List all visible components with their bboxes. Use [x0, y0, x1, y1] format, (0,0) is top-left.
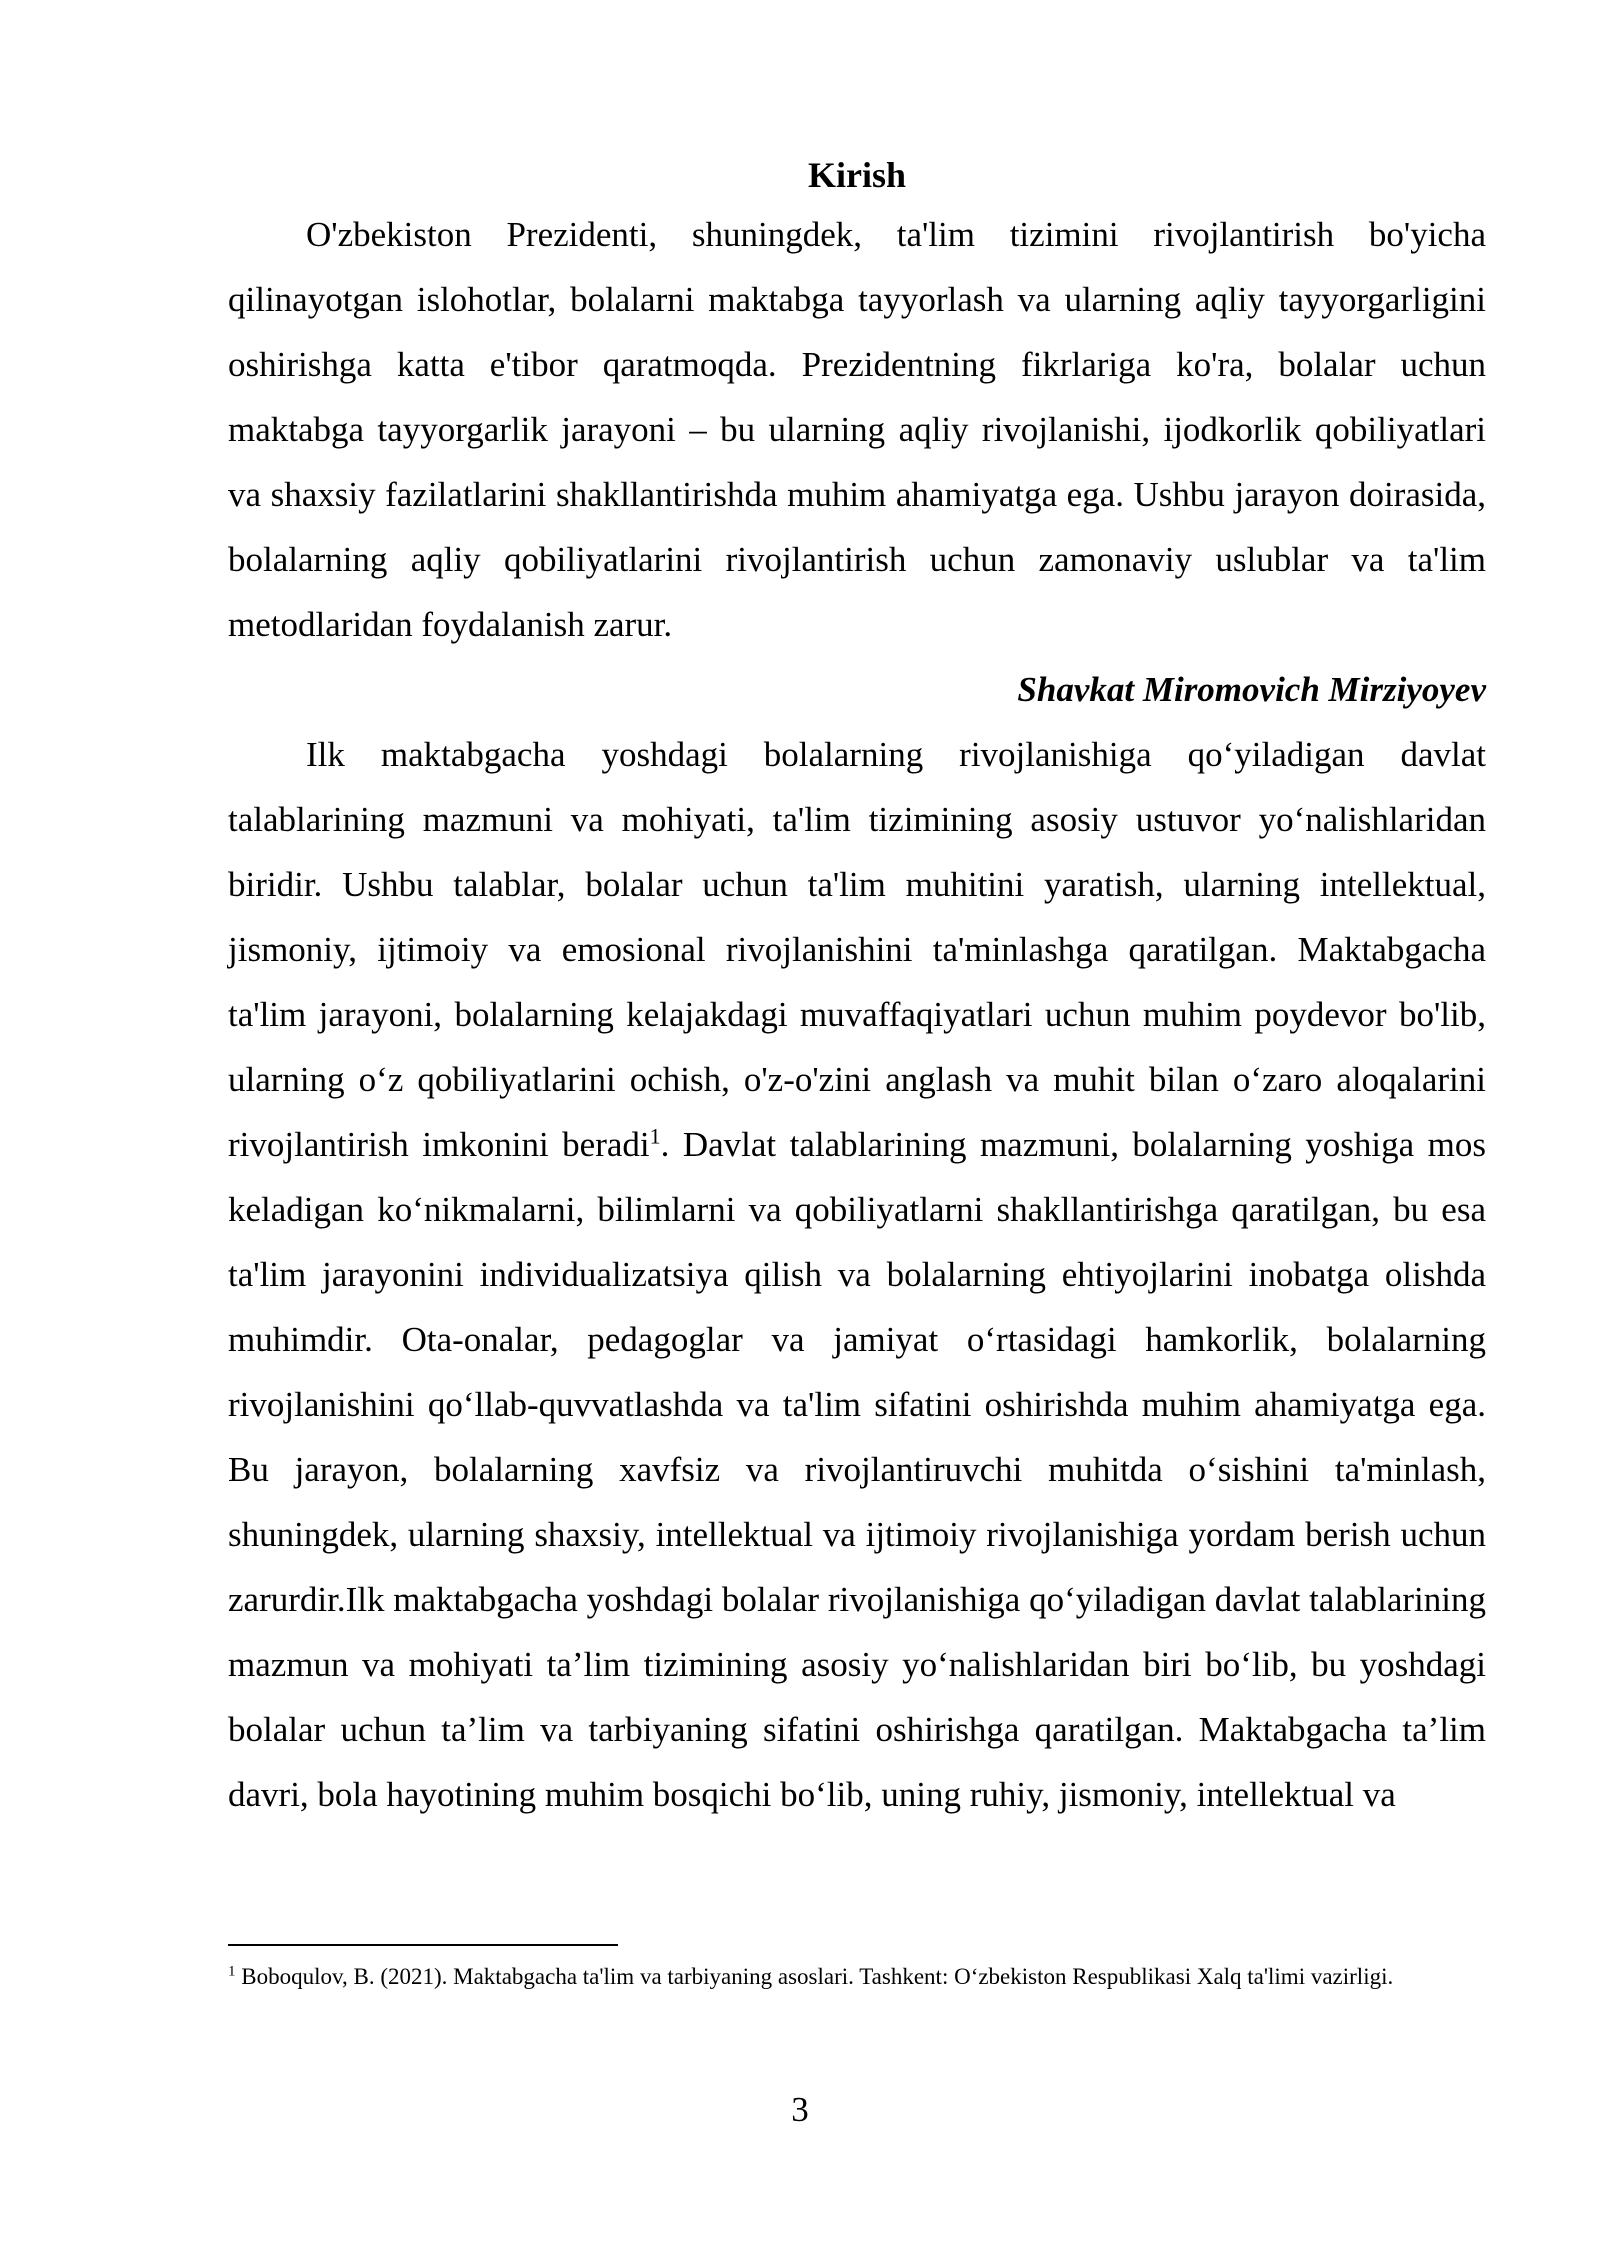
footnote: [228, 1954, 1486, 2000]
page-number: 3: [791, 2090, 809, 2129]
footnote-text: Boboqulov, B. (2021). Maktabgacha ta'lim va tarbiyaning asoslari. Tashkent: O‘zbekiston Respublikasi Xalq ta'limi vazirligi.: [235, 1964, 1394, 1989]
main-paragraph-part-1: Ilk maktabgacha yoshdagi bolalarning rivojlanishiga qo‘yiladigan davlat talablarining mazmuni va mohiyati, ta'lim tizimining asosiy ustuvor yo‘nalishlaridan biridir. Ushbu talablar, bolalar uchun ta'lim muhitini yaratish, ularning intellektual, jismoniy, ijtimoiy va emosional rivojlanishini ta'minlashga qaratilgan. Maktabgacha ta'lim jarayoni, bolalarning kelajakdagi muvaffaqiyatlari uchun muhim poydevor bo'lib, ularning o‘z qobiliyatlarini ochish, o'z-o'zini anglash va muhit bilan o‘zaro aloqalarini rivojlantirish imkonini beradi: [228, 735, 1486, 1164]
footnote-reference: 1: [649, 1123, 661, 1149]
body-text: [228, 148, 1486, 1827]
main-paragraph-part-2: . Davlat talablarining mazmuni, bolalarning yoshiga mos keladigan ko‘nikmalarni, bilimlarni va qobiliyatlarni shakllantirishga qaratilgan, bu esa ta'lim jarayonini individualizatsiya qilish va bolalarning ehtiyojlarini inobatga olishda muhimdir. Ota-onalar, pedagoglar va jamiyat o‘rtasidagi hamkorlik, bolalarning rivojlanishini qo‘llab-quvvatlashda va ta'lim sifatini oshirishda muhim ahamiyatga ega. Bu jarayon, bolalarning xavfsiz va rivojlantiruvchi muhitda o‘sishini ta'minlash, shuningdek, ularning shaxsiy, intellektual va ijtimoiy rivojlanishiga yordam berish uchun zarurdir.Ilk maktabgacha yoshdagi bolalar rivojlanishiga qo‘yiladigan davlat talablarining mazmun va mohiyati ta’lim tizimining asosiy yo‘nalishlaridan biri bo‘lib, bu yoshdagi bolalar uchun ta’lim va tarbiyaning sifatini oshirishga qaratilgan. Maktabgacha ta’lim davri, bola hayotining muhim bosqichi bo‘lib, uning ruhiy, jismoniy, intellektual va: [228, 1125, 1486, 1814]
quote-author: Shavkat Miromovich Mirziyoyev: [1017, 670, 1486, 709]
intro-paragraph: O'zbekiston Prezidenti, shuningdek, ta'lim tizimini rivojlantirish bo'yicha qilinayotgan islohotlar, bolalarni maktabga tayyorlash va ularning aqliy tayyorgarligini oshirishga katta e'tibor qaratmoqda. Prezidentning fikrlariga ko'ra, bolalar uchun maktabga tayyorgarlik jarayoni – bu ularning aqliy rivojlanishi, ijodkorlik qobiliyatlari va shaxsiy fazilatlarini shakllantirishda muhim ahamiyatga ega. Ushbu jarayon doirasida, bolalarning aqliy qobiliyatlarini rivojlantirish uchun zamonaviy uslublar va ta'lim metodlaridan foydalanish zarur.: [228, 215, 1486, 644]
footnote-separator: [228, 1944, 618, 1946]
main-paragraph: [228, 722, 1486, 1827]
section-heading: Kirish: [807, 155, 906, 195]
footnote-marker: 1: [228, 1963, 236, 1980]
